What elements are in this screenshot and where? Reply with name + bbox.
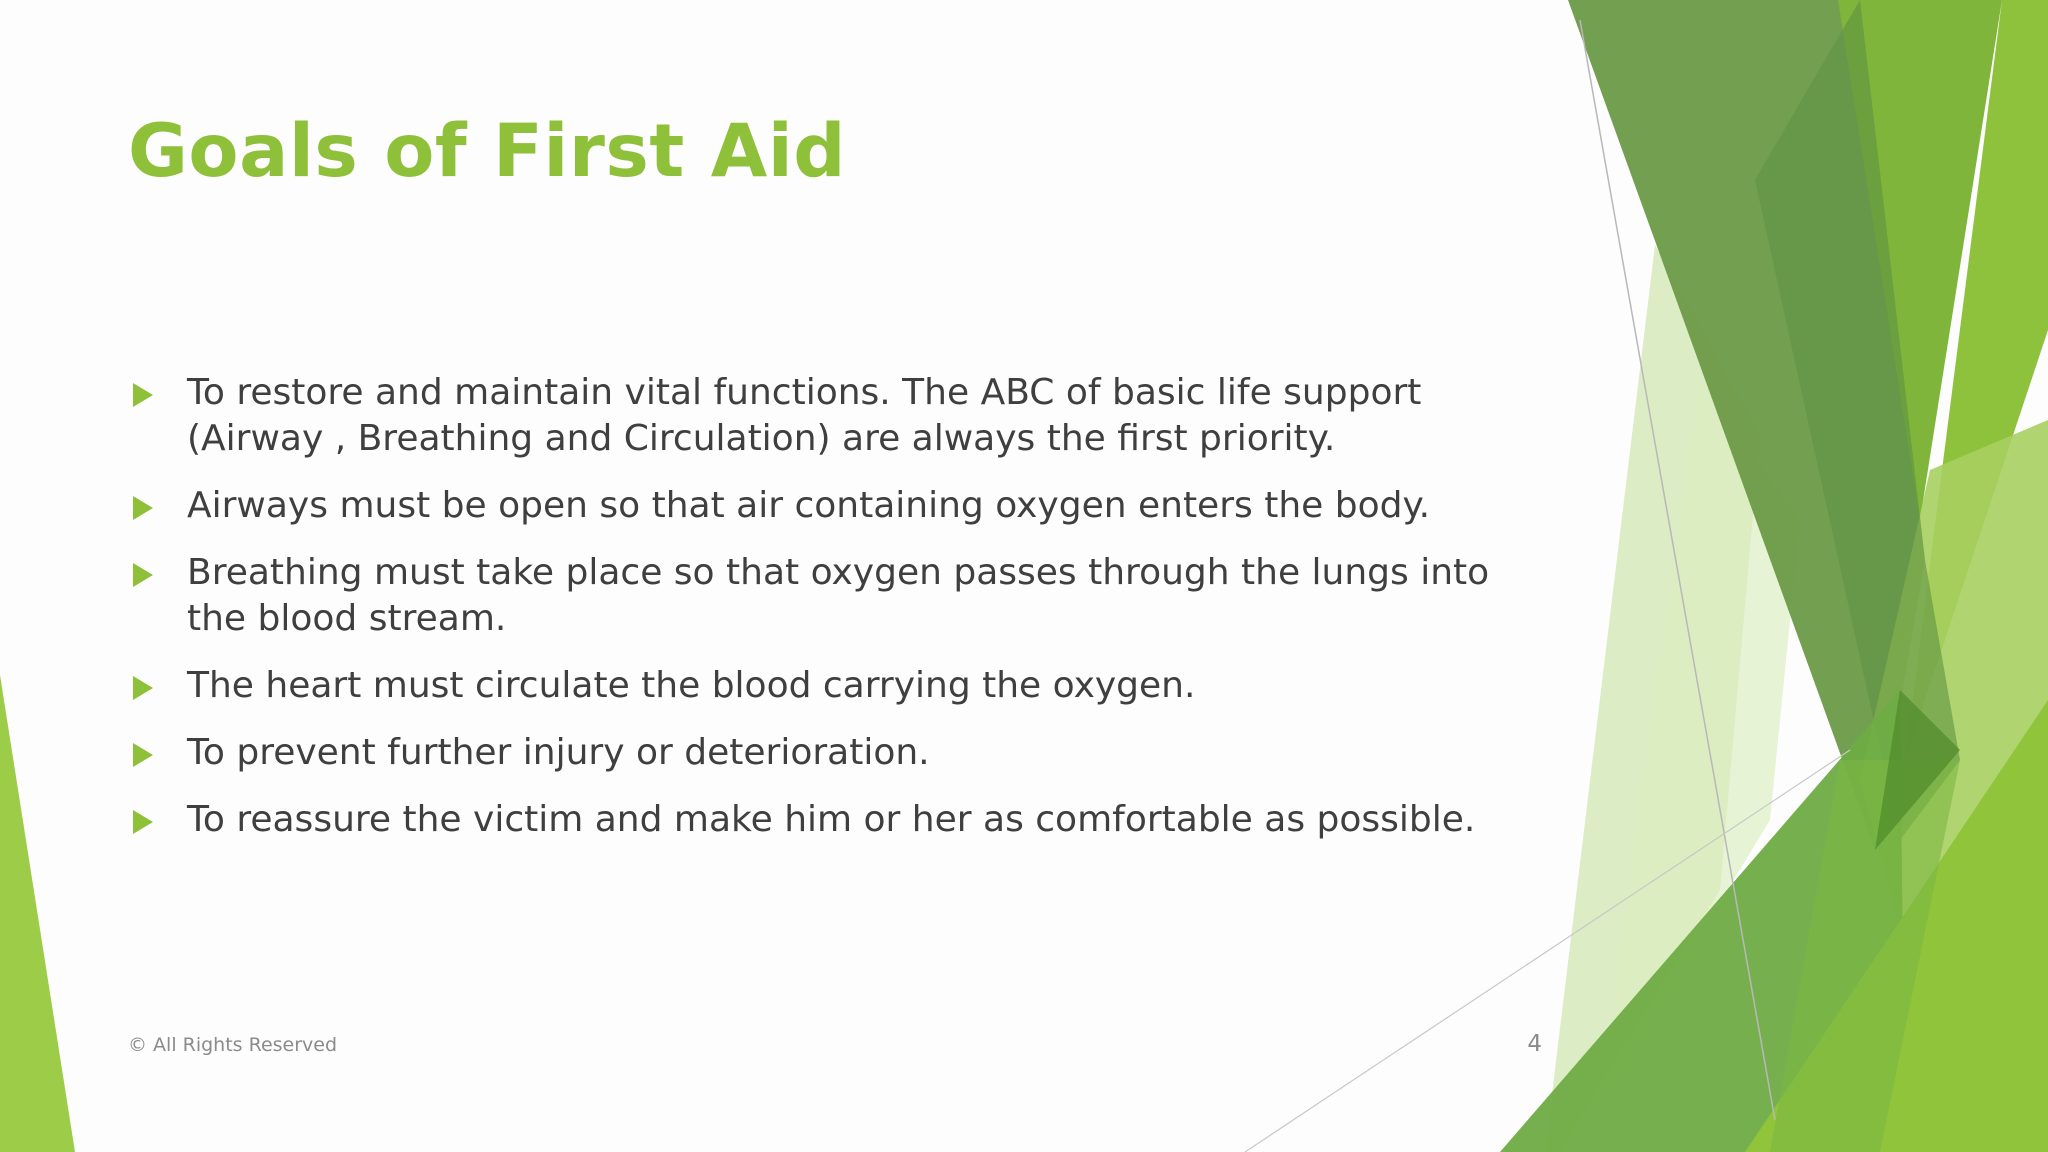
bullet-text: Breathing must take place so that oxygen passes through the lungs into the blood stream.	[187, 552, 1490, 639]
bullet-item	[128, 550, 1528, 642]
bullet-text: The heart must circulate the blood carrying the oxygen.	[187, 665, 1196, 706]
triangle-bullet-icon	[133, 383, 153, 407]
bullet-text: To prevent further injury or deterioration.	[187, 732, 930, 773]
bullet-item	[128, 663, 1528, 709]
bullet-item	[128, 483, 1528, 529]
bullet-item	[128, 797, 1528, 843]
bullet-text: To reassure the victim and make him or her as comfortable as possible.	[187, 799, 1476, 840]
bullet-item	[128, 370, 1528, 462]
page-number: 4	[1527, 1031, 1542, 1057]
triangle-bullet-icon	[133, 743, 153, 767]
bullet-text: Airways must be open so that air containing oxygen enters the body.	[187, 485, 1431, 526]
footer-copyright: © All Rights Reserved	[128, 1034, 338, 1056]
triangle-bullet-icon	[133, 496, 153, 520]
triangle-bullet-icon	[133, 676, 153, 700]
bullet-text: To restore and maintain vital functions. The ABC of basic life support (Airway , Breathing and Circulation) are always the first priority.	[187, 372, 1422, 459]
bullet-list	[128, 370, 1528, 864]
triangle-bullet-icon	[133, 563, 153, 587]
bullet-item	[128, 730, 1528, 776]
triangle-bullet-icon	[133, 810, 153, 834]
slide-title: Goals of First Aid	[128, 109, 846, 194]
